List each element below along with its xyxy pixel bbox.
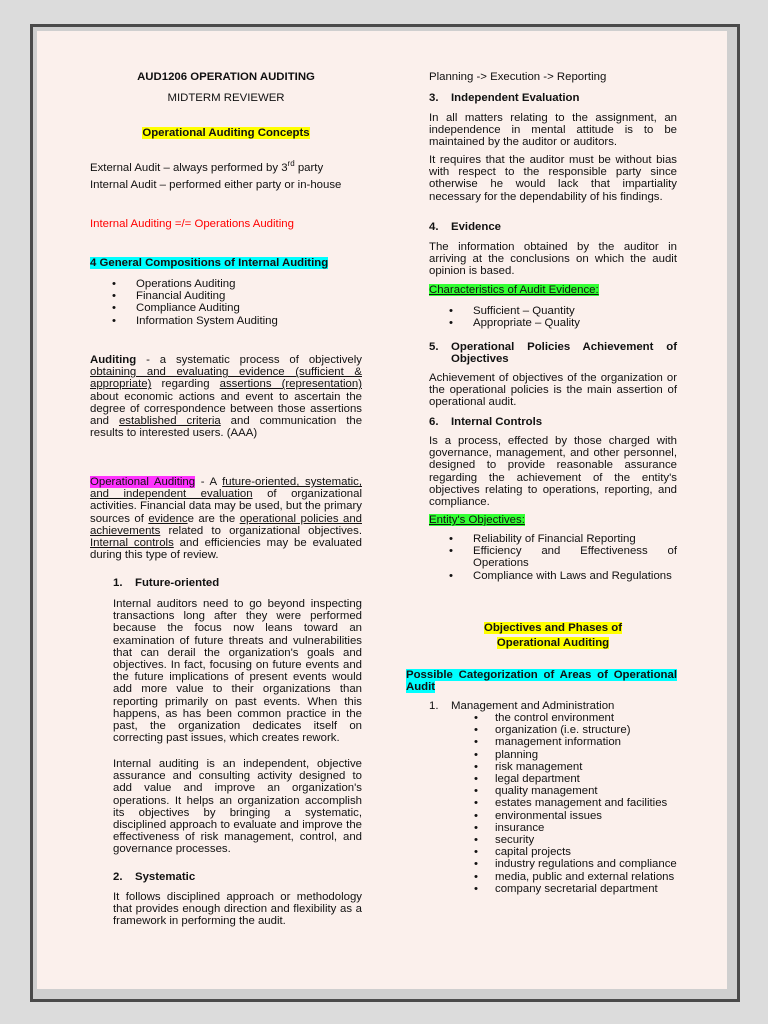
auditing-definition: Auditing - a systematic process of objectively obtaining and evaluating evidence (sufficient & appropriate) regarding assertions (representation) about economic actions and event to ascertain the degree of correspondence between those assertions and established criteria and communication the results to interested users. (AAA) — [90, 354, 363, 440]
evidence-list — [449, 305, 677, 329]
phases-heading-line-2: Operational Auditing — [496, 637, 610, 649]
planning-flow: Planning -> Execution -> Reporting — [429, 71, 607, 83]
item-internal-controls: 6. Internal Controls — [429, 416, 543, 428]
compositions-heading: 4 General Compositions of Internal Auditing — [90, 257, 329, 269]
policies-paragraph: Achievement of objectives of the organization or the operational policies is the main assertion of operational audit. — [429, 372, 677, 409]
list-item: • company secretarial department — [474, 883, 677, 895]
item-management-administration: 1. Management and Administration — [429, 700, 615, 712]
list-item: • Compliance Auditing — [112, 302, 362, 314]
document-subtitle: MIDTERM REVIEWER — [167, 92, 285, 104]
item-independent-evaluation: 3. Independent Evaluation — [429, 92, 580, 104]
list-item: • media, public and external relations — [474, 871, 677, 883]
list-item: • the control environment — [474, 712, 677, 724]
evidence-paragraph: The information obtained by the auditor in arriving at the conclusions on which the audit opinion is based. — [429, 241, 677, 278]
internal-audit-line: Internal Audit – performed either party or in-house — [90, 179, 342, 191]
operational-auditing-definition: Operational Auditing - A future-oriented, systematic, and independent evaluation of organizational activities. Financial data may be used, but the primary sources of evidence are the operational policies and achievements related to organizational objectives. Internal controls and efficiencies may be evaluated during this type of review. — [90, 476, 362, 562]
list-item: • capital projects — [474, 846, 677, 858]
not-equal-note: Internal Auditing =/= Operations Auditing — [90, 218, 294, 230]
document-title: AUD1206 OPERATION AUDITING — [137, 71, 315, 83]
list-item: • quality management — [474, 785, 677, 797]
list-item: • Sufficient – Quantity — [449, 305, 677, 317]
list-item: • Appropriate – Quality — [449, 317, 677, 329]
item-systematic: 2. Systematic — [113, 871, 196, 883]
phases-heading-line-1: Objectives and Phases of — [483, 622, 622, 634]
internal-controls-paragraph: Is a process, effected by those charged with governance, management, and other personnel, designed to provide reasonable assurance regarding the achievement of the entity's objectives relating to operations, reporting, and compliance. — [429, 435, 677, 509]
independent-paragraph-2: It requires that the auditor must be without bias with respect to the responsible party since otherwise he would lack that impartiality necessary for the dependability of his findings. — [429, 154, 677, 203]
list-item: • estates management and facilities — [474, 797, 677, 809]
list-item: • planning — [474, 749, 677, 761]
systematic-paragraph: It follows disciplined approach or methodology that provides enough direction and flexibility as a framework in performing the audit. — [113, 891, 362, 928]
list-item: • insurance — [474, 822, 677, 834]
item-evidence: 4. Evidence — [429, 221, 502, 233]
independent-paragraph-1: In all matters relating to the assignment, an independence in mental attitude is to be maintained by the auditor or auditors. — [429, 112, 677, 149]
item-operational-policies: 5. Operational Policies Achievement of Objectives — [429, 341, 677, 366]
item-future-oriented: 1. Future-oriented — [113, 577, 220, 589]
list-item: • legal department — [474, 773, 677, 785]
management-list — [474, 712, 677, 895]
list-item: • environmental issues — [474, 810, 677, 822]
list-item: • organization (i.e. structure) — [474, 724, 677, 736]
list-item: • Operations Auditing — [112, 278, 362, 290]
future-oriented-paragraph: Internal auditors need to go beyond inspecting transactions long after they were performed because the focus now leans toward an examination of future threats and vulnerabilities that can derail the organization's goals and objectives. In fact, focusing on future events and the future implications of present events would add more value to their organizations than reporting primarily on past events. When this happens, as has been common practice in the past, the organization dedicates itself on correcting past issues, which creates rework. — [113, 598, 362, 745]
entity-objectives-heading: Entity's Objectives: — [429, 514, 525, 526]
list-item: • Efficiency and Effectiveness of Operations — [449, 545, 677, 569]
list-item: • industry regulations and compliance — [474, 858, 677, 870]
list-item: • Information System Auditing — [112, 315, 362, 327]
categorization-heading: Possible Categorization of Areas of Operational Audit — [406, 669, 677, 694]
compositions-list — [112, 278, 362, 327]
evidence-heading: Characteristics of Audit Evidence: — [429, 284, 599, 296]
list-item: • Compliance with Laws and Regulations — [449, 570, 677, 582]
list-item: • management information — [474, 736, 677, 748]
internal-auditing-paragraph: Internal auditing is an independent, objective assurance and consulting activity designed to add value and improve an organization's operations. It helps an organization accomplish its objectives by bringing a systematic, disciplined approach to evaluate and improve the effectiveness of risk management, control, and governance processes. — [113, 758, 362, 856]
list-item: • Financial Auditing — [112, 290, 362, 302]
external-audit-line: External Audit – always performed by 3rd party — [90, 159, 324, 174]
concepts-heading: Operational Auditing Concepts — [142, 127, 310, 139]
list-item: • security — [474, 834, 677, 846]
entity-objectives-list — [449, 533, 677, 582]
list-item: • Reliability of Financial Reporting — [449, 533, 677, 545]
list-item: • risk management — [474, 761, 677, 773]
document-page — [37, 31, 727, 989]
